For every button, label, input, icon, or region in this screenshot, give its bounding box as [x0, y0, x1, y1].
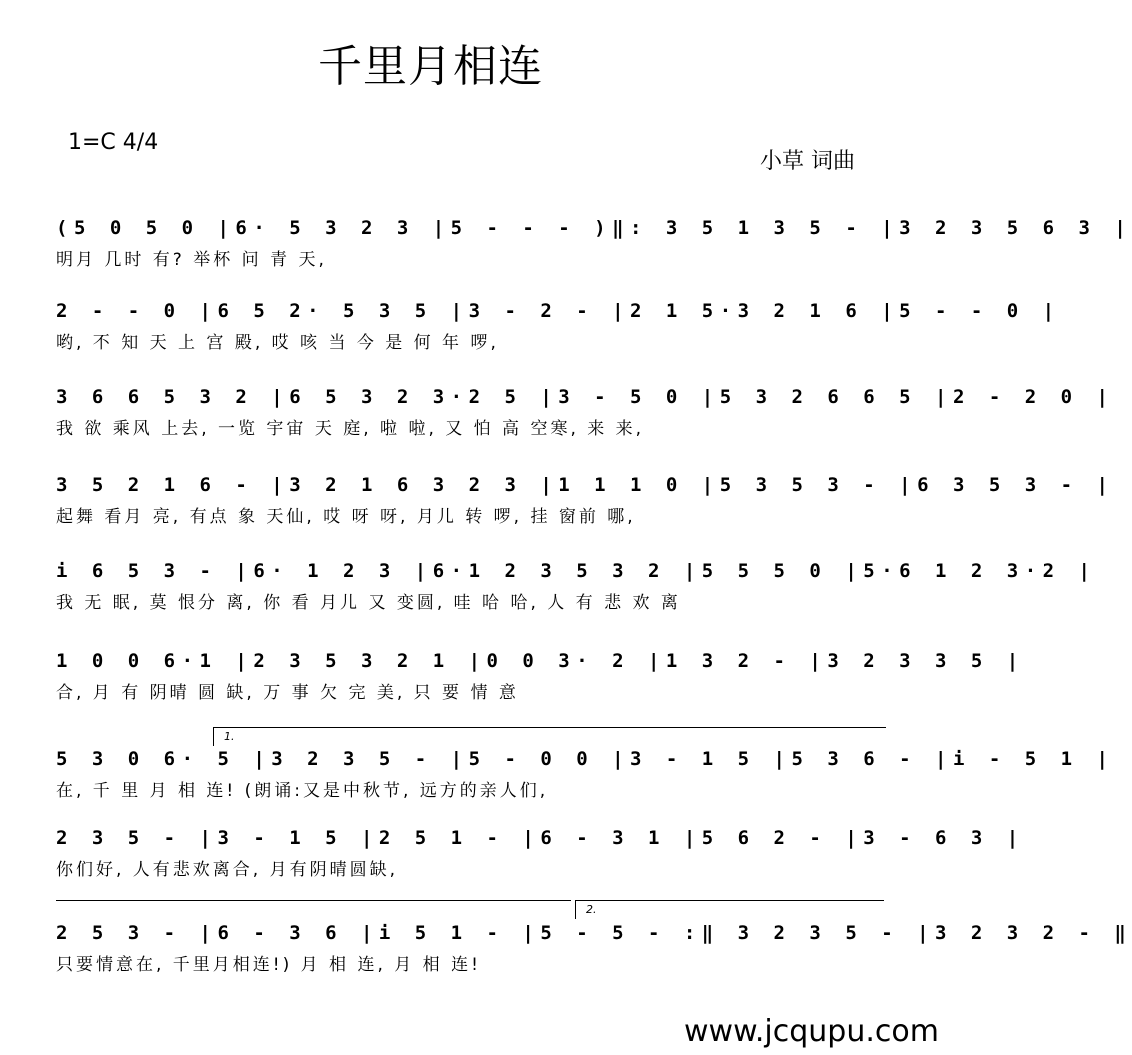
first-ending-continuation — [56, 900, 571, 901]
notation-line: 5 3 0 6· 5 |3 2 3 5 - |5 - 0 0 |3 - 1 5 |5 3 6 - |i - 5 1 | — [56, 748, 1115, 770]
lyric-line: 在, 千 里 月 相 连! (朗诵:又是中秋节, 远方的亲人们, — [56, 781, 549, 801]
notation-line: (5 0 5 0 |6· 5 3 2 3 |5 - - - )‖: 3 5 1 3 5 - |3 2 3 5 6 3 | — [56, 217, 1132, 239]
notation-line: 1 0 0 6·1 |2 3 5 3 2 1 |0 0 3· 2 |1 3 2 - |3 2 3 3 5 | — [56, 650, 1025, 672]
lyric-line: 我 欲 乘风 上去, 一览 宇宙 天 庭, 啦 啦, 又 怕 高 空寒, 来 来, — [56, 419, 645, 439]
lyric-line: 起舞 看月 亮, 有点 象 天仙, 哎 呀 呀, 月儿 转 啰, 挂 窗前 哪, — [56, 507, 636, 527]
lyric-line: 我 无 眠, 莫 恨分 离, 你 看 月儿 又 变圆, 哇 哈 哈, 人 有 悲 欢 离 — [56, 593, 681, 613]
notation-line: 2 - - 0 |6 5 2· 5 3 5 |3 - 2 - |2 1 5·3 2 1 6 |5 - - 0 | — [56, 300, 1061, 322]
notation-line: 2 3 5 - |3 - 1 5 |2 5 1 - |6 - 3 1 |5 6 2 - |3 - 6 3 | — [56, 827, 1025, 849]
watermark-text: www.jcqupu.com — [684, 1014, 939, 1049]
second-ending-bracket — [575, 900, 884, 919]
key-signature: 1=C 4/4 — [68, 130, 159, 155]
first-ending-label: 1. — [224, 730, 235, 743]
lyric-line: 哟, 不 知 天 上 宫 殿, 哎 咳 当 今 是 何 年 啰, — [56, 333, 499, 353]
lyric-line: 合, 月 有 阴晴 圆 缺, 万 事 欠 完 美, 只 要 情 意 — [56, 683, 519, 703]
song-title: 千里月相连 — [318, 41, 543, 92]
notation-line: i 6 5 3 - |6· 1 2 3 |6·1 2 3 5 3 2 |5 5 5 0 |5·6 1 2 3·2 | — [56, 560, 1097, 582]
notation-line: 3 5 2 1 6 - |3 2 1 6 3 2 3 |1 1 1 0 |5 3 5 3 - |6 3 5 3 - | — [56, 474, 1115, 496]
lyric-line: 只要情意在, 千里月相连!) 月 相 连, 月 相 连! — [56, 955, 481, 975]
notation-line: 2 5 3 - |6 - 3 6 |i 5 1 - |5 - 5 - :‖ 3 2 3 5 - |3 2 3 2 - ‖ — [56, 922, 1132, 944]
notation-line: 3 6 6 5 3 2 |6 5 3 2 3·2 5 |3 - 5 0 |5 3 2 6 6 5 |2 - 2 0 | — [56, 386, 1115, 408]
second-ending-label: 2. — [586, 903, 597, 916]
lyric-line: 你们好, 人有悲欢离合, 月有阴晴圆缺, — [56, 860, 399, 880]
credit-text: 小草 词曲 — [760, 149, 855, 174]
lyric-line: 明月 几时 有? 举杯 问 青 天, — [56, 250, 327, 270]
